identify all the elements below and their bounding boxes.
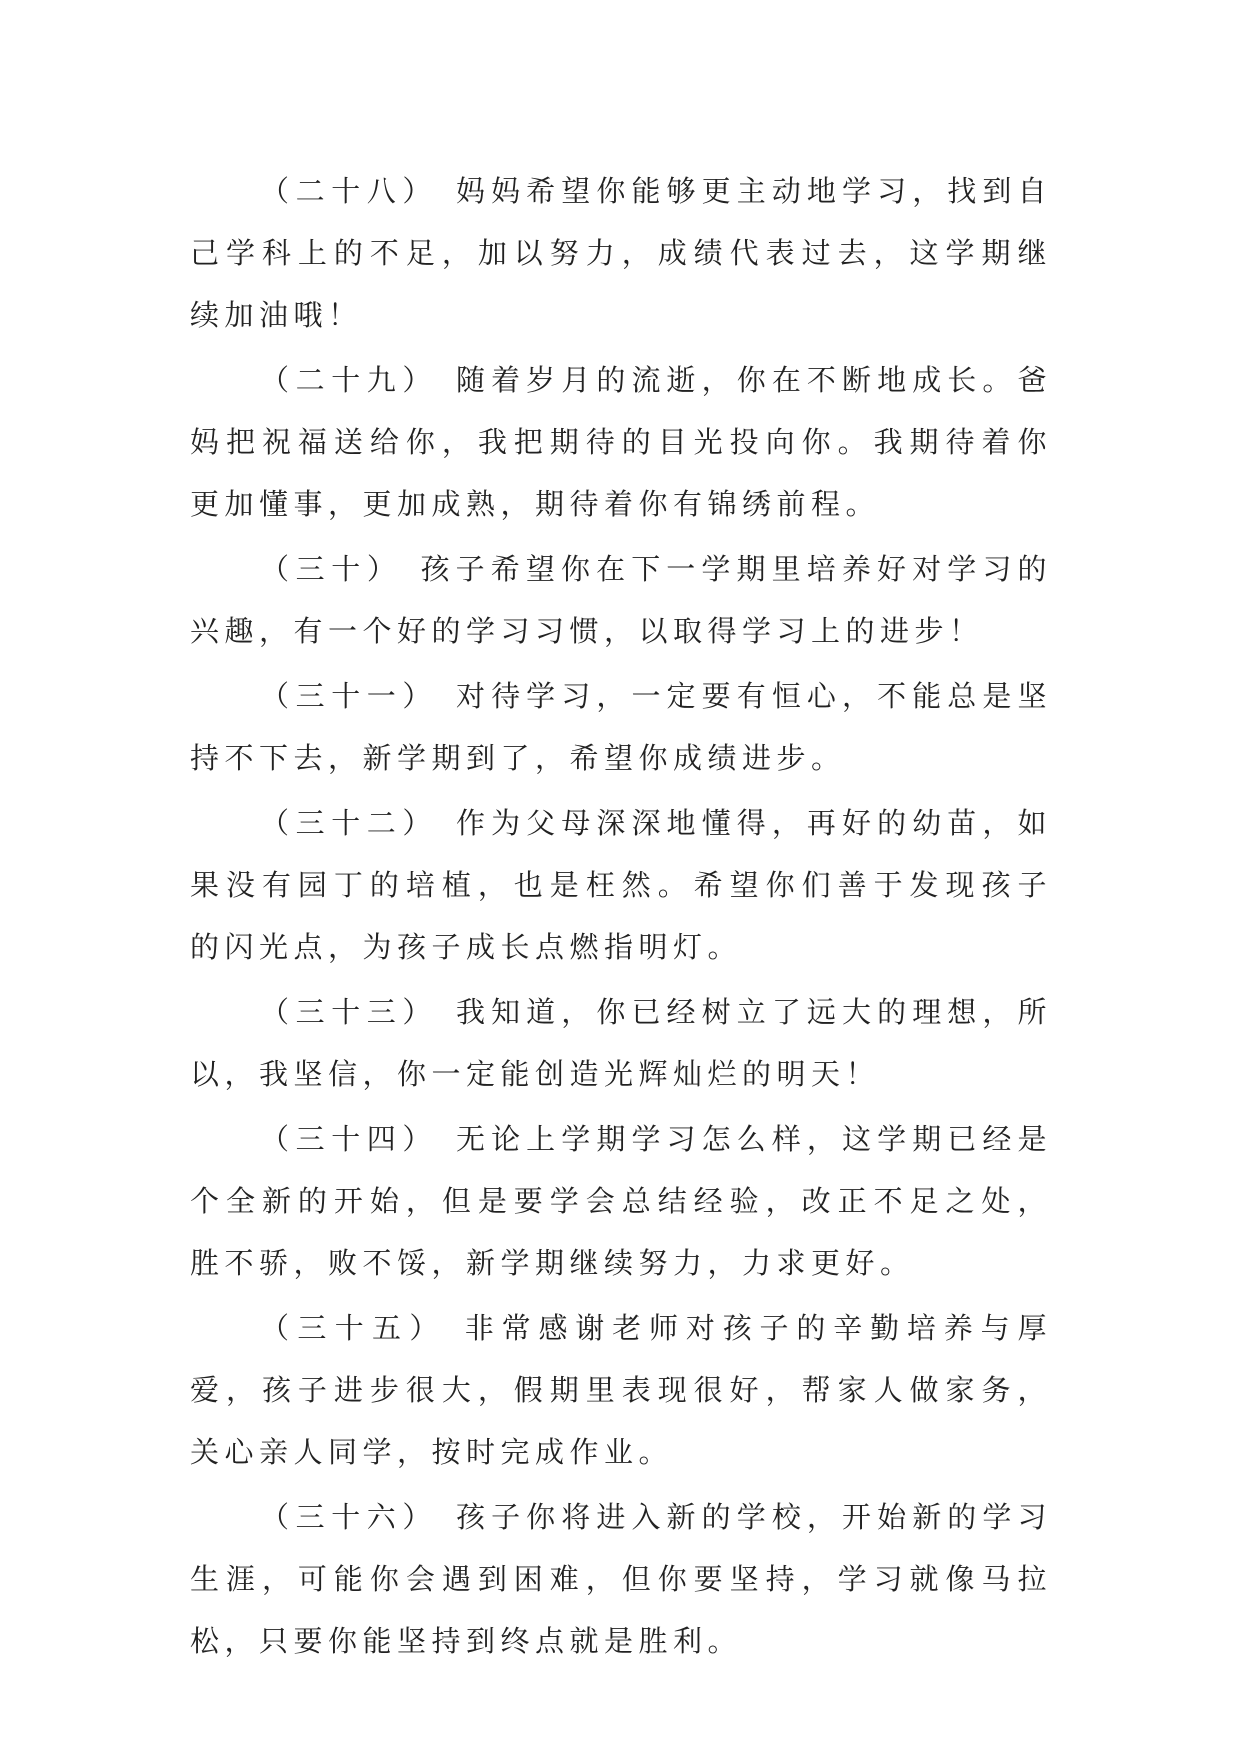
paragraph-number: （三十一）: [260, 679, 438, 713]
paragraph-30: [190, 538, 1052, 662]
paragraph-text: 孩子你将进入新的学校，开始新的学习生涯，可能你会遇到困难，但你要坚持，学习就像马拉松，只要你能坚持到终点就是胜利。: [190, 1500, 1052, 1658]
paragraph-29: [190, 349, 1052, 535]
paragraph-text: 无论上学期学习怎么样，这学期已经是个全新的开始，但是要学会总结经验，改正不足之处，胜不骄，败不馁，新学期继续努力，力求更好。: [190, 1122, 1052, 1280]
paragraph-number: （二十八）: [260, 174, 438, 208]
paragraph-text: 非常感谢老师对孩子的辛勤培养与厚爱，孩子进步很大，假期里表现很好，帮家人做家务，关心亲人同学，按时完成作业。: [190, 1311, 1052, 1469]
paragraph-number: （三十三）: [260, 995, 438, 1029]
paragraph-number: （三十）: [260, 552, 403, 586]
paragraph-33: [190, 981, 1052, 1105]
paragraph-number: （三十二）: [260, 806, 438, 840]
paragraph-text: 对待学习，一定要有恒心，不能总是坚持不下去，新学期到了，希望你成绩进步。: [190, 679, 1052, 775]
paragraph-36: [190, 1486, 1052, 1672]
paragraph-32: [190, 792, 1052, 978]
paragraph-34: [190, 1108, 1052, 1294]
document-body: [190, 160, 1052, 1675]
paragraph-31: [190, 665, 1052, 789]
paragraph-number: （三十五）: [260, 1311, 447, 1345]
paragraph-number: （三十四）: [260, 1122, 438, 1156]
paragraph-number: （二十九）: [260, 363, 438, 397]
paragraph-35: [190, 1297, 1052, 1483]
paragraph-text: 我知道，你已经树立了远大的理想，所以，我坚信，你一定能创造光辉灿烂的明天！: [190, 995, 1052, 1091]
paragraph-text: 妈妈希望你能够更主动地学习，找到自己学科上的不足，加以努力，成绩代表过去，这学期继续加油哦！: [190, 174, 1052, 332]
paragraph-text: 作为父母深深地懂得，再好的幼苗，如果没有园丁的培植，也是枉然。希望你们善于发现孩子的闪光点，为孩子成长点燃指明灯。: [190, 806, 1052, 964]
paragraph-text: 随着岁月的流逝，你在不断地成长。爸妈把祝福送给你，我把期待的目光投向你。我期待着你更加懂事，更加成熟，期待着你有锦绣前程。: [190, 363, 1052, 521]
paragraph-number: （三十六）: [260, 1500, 438, 1534]
paragraph-text: 孩子希望你在下一学期里培养好对学习的兴趣，有一个好的学习习惯，以取得学习上的进步！: [190, 552, 1052, 648]
paragraph-28: [190, 160, 1052, 346]
